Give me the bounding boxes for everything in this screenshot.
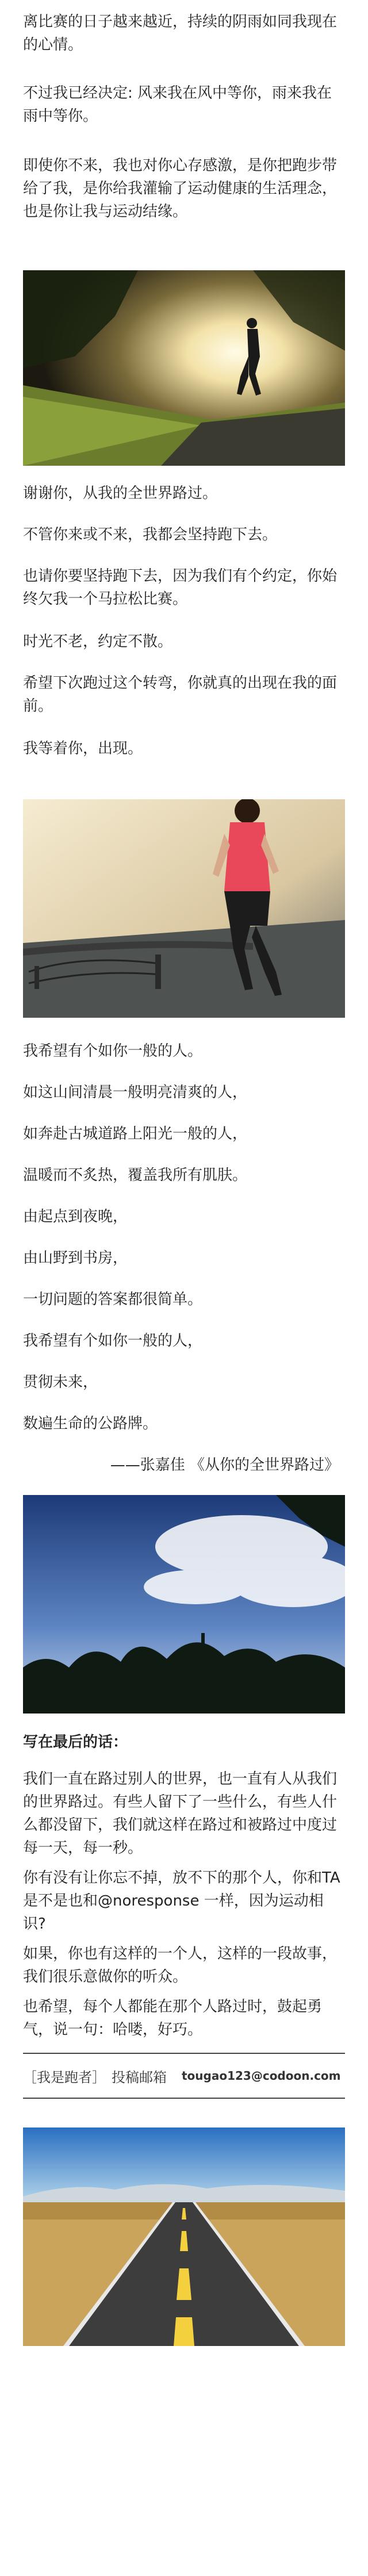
closing-paragraph-1: 我们一直在路过别人的世界，也一直有人从我们的世界路过。有些人留下了一些什么，有些人什么都没留下，我们就这样在路过和被路过中度过每一天，每一秒。 <box>23 1770 338 1857</box>
runner-red-shirt-photo <box>23 799 345 1018</box>
thanks-paragraph-5: 希望下次跑过这个转弯，你就真的出现在我的面前。 <box>23 674 338 715</box>
poem-line-1: 我希望有个如你一般的人。 <box>23 1042 203 1060</box>
intro-paragraph-3: 即使你不来，我也对你心存感激，是你把跑步带给了我，是你给我灌输了运动健康的生活理念，也是你让我与运动结缘。 <box>23 157 338 220</box>
poem-attribution: ——张嘉佳 《从你的全世界路过》 <box>110 1456 339 1474</box>
poem-line-3: 如奔赴古城道路上阳光一般的人， <box>23 1125 248 1143</box>
footer-tag: ［我是跑者］ <box>23 2069 106 2086</box>
intro-paragraph-2: 不过我已经决定: 风来我在风中等你，雨来我在雨中等你。 <box>23 85 332 125</box>
thanks-paragraph-4: 时光不老，约定不散。 <box>23 633 173 650</box>
closing-paragraph-2: 你有没有让你忘不掉，放不下的那个人，你和TA是不是也和@noresponse 一样，因为运动相识? <box>23 1869 340 1933</box>
closing-paragraph-3: 如果，你也有这样的一个人，这样的一段故事，我们很乐意做你的听众。 <box>23 1945 338 1985</box>
poem-line-2: 如这山间清晨一般明亮清爽的人， <box>23 1084 248 1101</box>
poem-line-9: 贯彻未来， <box>23 1374 98 1391</box>
footer-label: 投稿邮箱 <box>112 2069 167 2086</box>
thanks-paragraph-3: 也请你要坚持跑下去，因为我们有个约定，你始终欠我一个马拉松比赛。 <box>23 568 338 608</box>
thanks-paragraph-1: 谢谢你，从我的全世界路过。 <box>23 485 218 502</box>
thanks-paragraph-2: 不管你来或不来，我都会坚持跑下去。 <box>23 526 278 543</box>
submission-footer <box>23 2053 345 2099</box>
poem-line-10: 数遍生命的公路牌。 <box>23 1415 158 1432</box>
runner-sunset-photo <box>23 270 345 466</box>
footer-email-link[interactable]: tougao123@codoon.com <box>182 2069 341 2083</box>
closing-title: 写在最后的话： <box>23 1734 128 1751</box>
closing-paragraph-4: 也希望，每个人都能在那个人路过时，鼓起勇气，说一句：哈喽，好巧。 <box>23 1998 323 2038</box>
thanks-paragraph-6: 我等着你，出现。 <box>23 740 143 757</box>
intro-paragraph-1: 离比赛的日子越来越近，持续的阴雨如同我现在的心情。 <box>23 13 338 53</box>
poem-line-5: 由起点到夜晚， <box>23 1208 128 1225</box>
poem-line-6: 由山野到书房， <box>23 1249 128 1267</box>
poem-line-7: 一切问题的答案都很简单。 <box>23 1291 203 1308</box>
poem-line-8: 我希望有个如你一般的人， <box>23 1332 203 1350</box>
sky-trees-photo <box>23 1495 345 1713</box>
poem-line-4: 温暖而不炙热，覆盖我所有肌肤。 <box>23 1167 248 1184</box>
open-road-photo <box>23 2128 345 2346</box>
